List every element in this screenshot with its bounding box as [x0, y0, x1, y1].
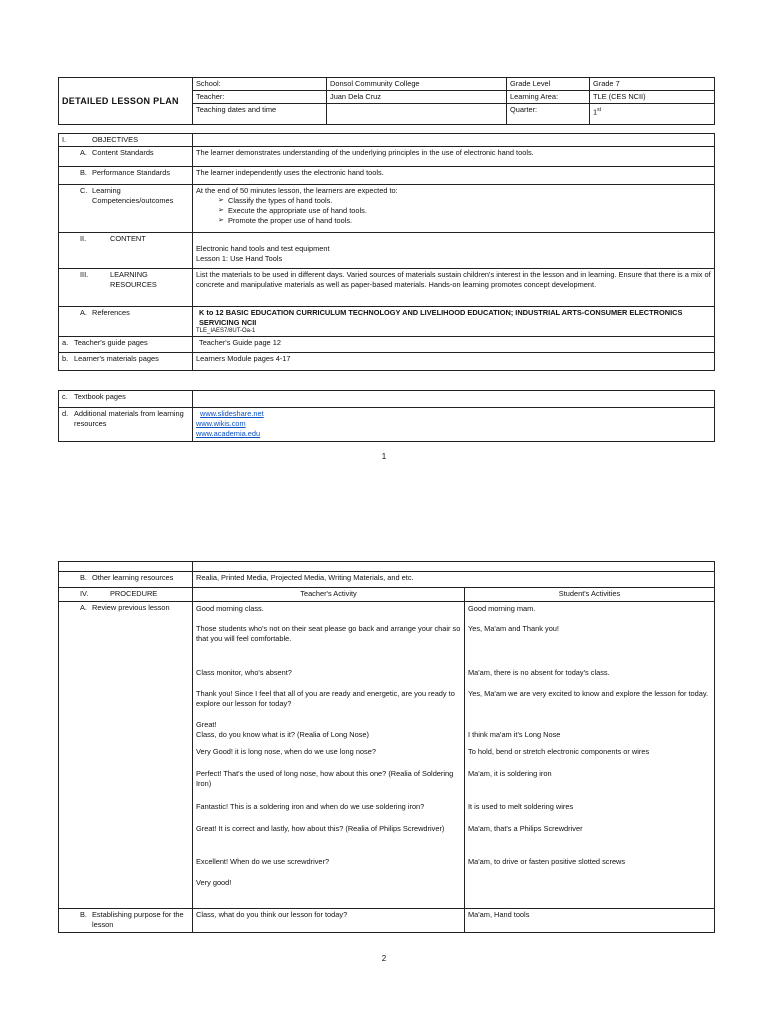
- teacher-activity-header: Teacher's Activity: [193, 588, 465, 602]
- list-item: ➢ Classify the types of hand tools.: [228, 196, 711, 206]
- competencies-cell: [193, 185, 715, 233]
- header-table: [58, 77, 715, 125]
- wikis-link[interactable]: www.wikis.com: [196, 419, 246, 428]
- grade-level-value: Grade 7: [590, 78, 715, 91]
- list-item: ➢ Execute the appropriate use of hand tools.: [228, 206, 711, 216]
- teacher-line: Great!: [196, 720, 217, 729]
- student-activity-header: Student's Activities: [465, 588, 715, 602]
- student-line: Yes, Ma'am and Thank you!: [468, 624, 559, 633]
- procedure-table: [58, 561, 715, 933]
- teacher-line: Good morning class.: [196, 604, 264, 613]
- learners-materials-label: b. Learner's materials pages: [59, 353, 193, 371]
- school-value: Donsol Community College: [327, 78, 507, 91]
- teacher-dialogue: [193, 602, 465, 909]
- teacher-line: Very good!: [196, 878, 232, 887]
- student-line: I think ma'am it's Long Nose: [468, 730, 561, 739]
- teacher-line: Great! It is correct and lastly, how about this? (Realia of Philips Screwdriver): [196, 824, 445, 833]
- review-label: A. Review previous lesson: [59, 602, 193, 909]
- learning-resources-heading: III. LEARNING RESOURCES: [59, 269, 193, 307]
- content-standards-label: A. Content Standards: [59, 147, 193, 167]
- teaching-dates-value: [327, 104, 507, 125]
- teacher-value: Juan Dela Cruz: [327, 91, 507, 104]
- teacher-line: Class, do you know what is it? (Realia of Long Nose): [196, 730, 369, 739]
- student-line: Ma'am, there is no absent for today's class.: [468, 668, 610, 677]
- content-line-2: Lesson 1: Use Hand Tools: [196, 254, 283, 263]
- teacher-line: Those students who's not on their seat please go back and arrange your chair so that you will feel comfortable.: [196, 624, 461, 643]
- references-code: TLE_IAES7/8UT-Oa-1: [196, 328, 256, 334]
- additional-materials-label: d. Additional materials from learning resources: [59, 408, 193, 442]
- content-standards-text: The learner demonstrates understanding of the underlying principles in the use of electronic hand tools.: [193, 147, 715, 167]
- teacher-line: Class monitor, who's absent?: [196, 668, 292, 677]
- academia-link[interactable]: www.academia.edu: [196, 429, 261, 438]
- learners-materials-text: Learners Module pages 4-17: [193, 353, 715, 371]
- grade-level-label: Grade Level: [507, 78, 590, 91]
- other-resources-label: B. Other learning resources: [59, 572, 193, 588]
- school-label: School:: [193, 78, 327, 91]
- content-line-1: Electronic hand tools and test equipment: [196, 244, 330, 253]
- student-line: It is used to melt soldering wires: [468, 802, 574, 811]
- teacher-label: Teacher:: [193, 91, 327, 104]
- learning-area-value: TLE (CES NCII): [590, 91, 715, 104]
- teaching-dates-label: Teaching dates and time: [193, 104, 327, 125]
- student-line: Ma'am, that's a Philips Screwdriver: [468, 824, 583, 833]
- student-dialogue: [465, 602, 715, 909]
- teachers-guide-text: Teacher's Guide page 12: [193, 337, 715, 353]
- lesson-table: [58, 133, 715, 371]
- performance-standards-label: B. Performance Standards: [59, 167, 193, 185]
- purpose-teacher: Class, what do you think our lesson for today?: [193, 909, 465, 933]
- resources-table: [58, 390, 715, 442]
- page-number-2: 2: [381, 954, 387, 963]
- teacher-line: Excellent! When do we use screwdriver?: [196, 857, 330, 866]
- competencies-intro: At the end of 50 minutes lesson, the learners are expected to:: [196, 186, 398, 195]
- references-cell: [193, 307, 715, 337]
- student-line: Yes, Ma'am we are very excited to know and explore the lesson for today.: [468, 689, 709, 698]
- teacher-line: Thank you! Since I feel that all of you are ready and energetic, are you ready to explore our lesson for today?: [196, 689, 455, 708]
- other-resources-text: Realia, Printed Media, Projected Media, Writing Materials, and etc.: [193, 572, 715, 588]
- content-cell: [193, 233, 715, 269]
- student-line: Ma'am, to drive or fasten positive slotted screws: [468, 857, 626, 866]
- textbook-text: [193, 391, 715, 408]
- textbook-label: c. Textbook pages: [59, 391, 193, 408]
- lesson-plan-title: DETAILED LESSON PLAN: [59, 78, 193, 125]
- student-line: Ma'am, it is soldering iron: [468, 769, 552, 778]
- references-label: A. References: [59, 307, 193, 337]
- performance-standards-text: The learner independently uses the electronic hand tools.: [193, 167, 715, 185]
- learning-area-label: Learning Area:: [507, 91, 590, 104]
- references-text: K to 12 BASIC EDUCATION CURRICULUM TECHNOLOGY AND LIVELIHOOD EDUCATION; INDUSTRIAL ARTS-CONSUMER ELECTRONICS SERVICING NCII: [199, 308, 683, 327]
- student-line: To hold, bend or stretch electronic components or wires: [468, 747, 650, 756]
- student-line: Good morning mam.: [468, 604, 536, 613]
- content-heading: II. CONTENT: [59, 233, 193, 269]
- purpose-label: B. Establishing purpose for the lesson: [59, 909, 193, 933]
- learning-resources-text: List the materials to be used in different days. Varied sources of materials sustain children's interest in the lesson and in learning. Ensure that there is a mix of concrete and manipulative materials as well as paper-based materials. Hands-on learning promotes concept development.: [193, 269, 715, 307]
- additional-materials-links: [193, 408, 715, 442]
- list-item: ➢ Promote the proper use of hand tools.: [228, 216, 711, 226]
- objectives-heading: I. OBJECTIVES: [59, 134, 193, 147]
- page-number-1: 1: [381, 452, 387, 461]
- procedure-heading: IV. PROCEDURE: [59, 588, 193, 602]
- purpose-student: Ma'am, Hand tools: [465, 909, 715, 933]
- competencies-label: C. Learning Competencies/outcomes: [59, 185, 193, 233]
- competencies-list: [216, 196, 711, 226]
- teacher-line: Fantastic! This is a soldering iron and when do we use soldering iron?: [196, 802, 425, 811]
- quarter-label: Quarter:: [507, 104, 590, 125]
- teacher-line: Perfect! That's the used of long nose, how about this one? (Realia of Soldering Iron): [196, 769, 454, 788]
- quarter-value: 1st: [590, 104, 715, 125]
- slideshare-link[interactable]: www.slideshare.net: [200, 409, 264, 418]
- teachers-guide-label: a. Teacher's guide pages: [59, 337, 193, 353]
- teacher-line: Very Good! it is long nose, when do we use long nose?: [196, 747, 376, 756]
